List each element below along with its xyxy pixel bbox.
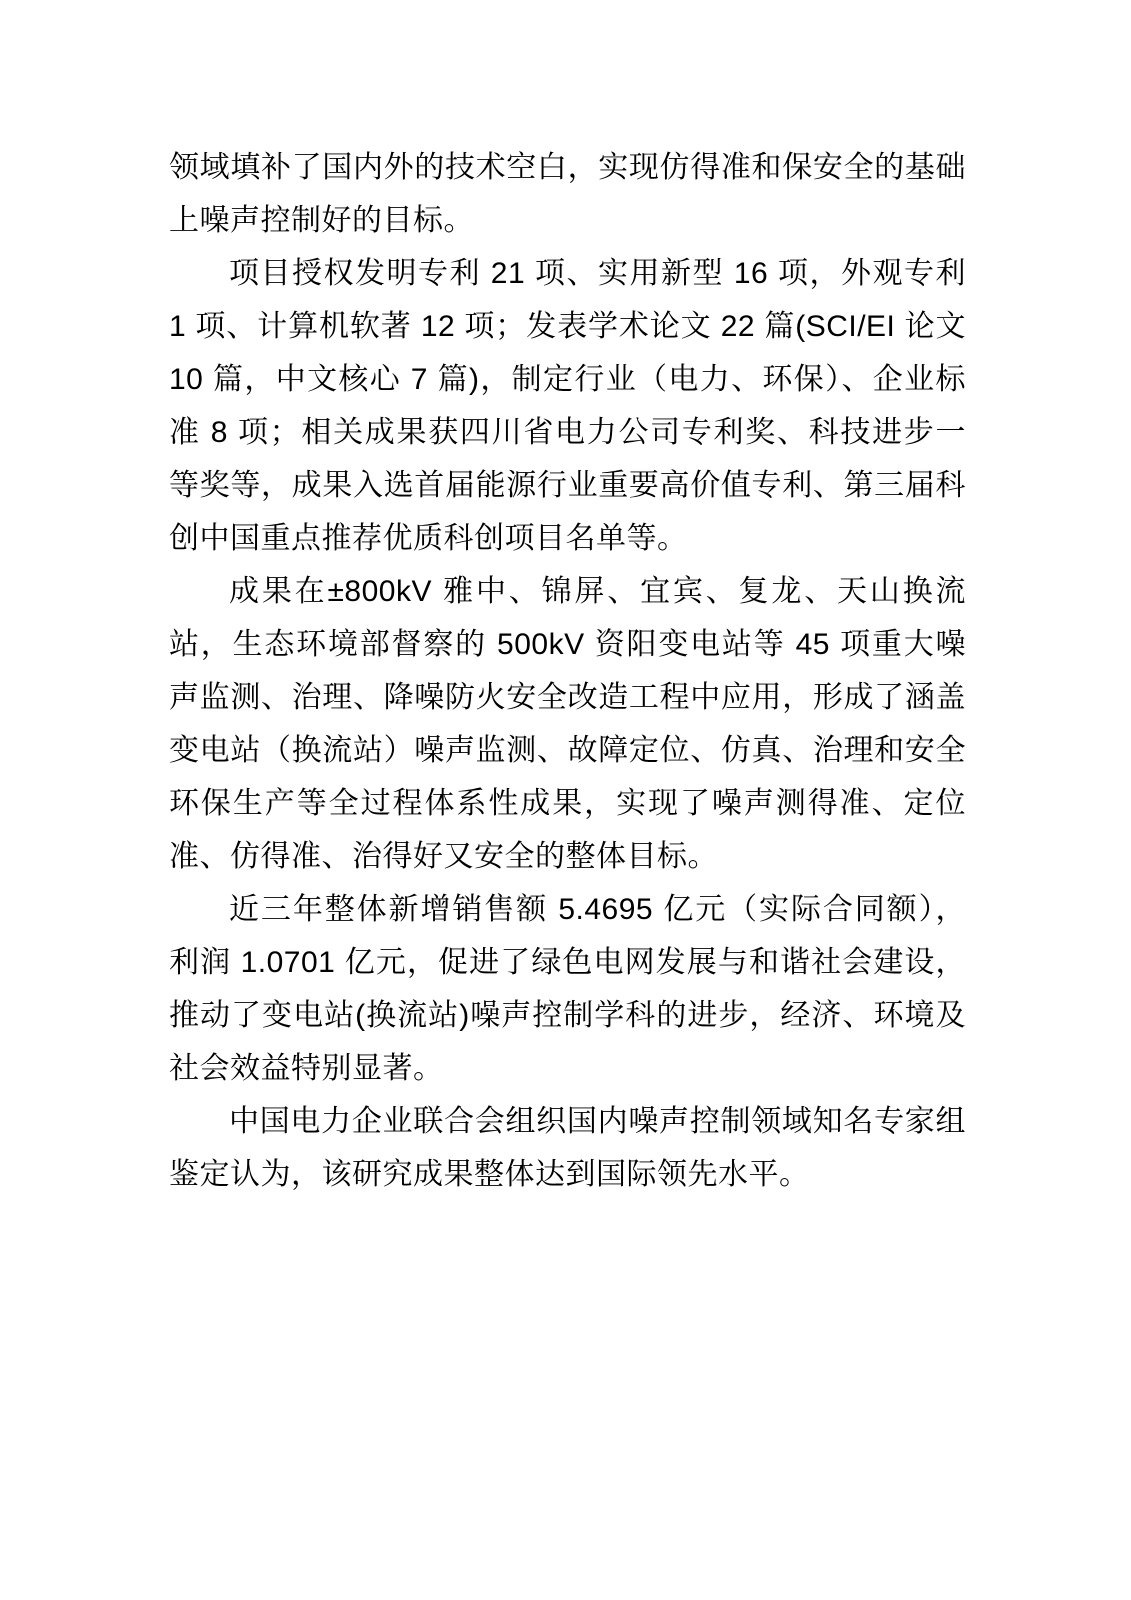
paragraph-goal-continuation: 领域填补了国内外的技术空白，实现仿得准和保安全的基础上噪声控制好的目标。 bbox=[169, 151, 966, 237]
paragraph-economic-benefits: 近三年整体新增销售额 5.4695 亿元（实际合同额），利润 1.0701 亿元，促进了绿色电网发展与和谐社会建设，推动了变电站(换流站)噪声控制学科的进步，经济、环境及社会效益特别显著。 bbox=[169, 893, 966, 1085]
paragraph-patents-awards: 项目授权发明专利 21 项、实用新型 16 项，外观专利 1 项、计算机软著 12 项；发表学术论文 22 篇(SCI/EI 论文 10 篇，中文核心 7 篇)，制定行业（电力、环保）、企业标准 8 项；相关成果获四川省电力公司专利奖、科技进步一等奖等，成果入选首届能源行业重要高价值专利、第三届科创中国重点推荐优质科创项目名单等。 bbox=[169, 257, 966, 555]
paragraph-applications-results: 成果在±800kV 雅中、锦屏、宜宾、复龙、天山换流站，生态环境部督察的 500kV 资阳变电站等 45 项重大噪声监测、治理、降噪防火安全改造工程中应用，形成了涵盖变电站（换流站）噪声监测、故障定位、仿真、治理和安全环保生产等全过程体系性成果，实现了噪声测得准、定位准、仿得准、治得好又安全的整体目标。 bbox=[169, 575, 966, 873]
paragraph-expert-appraisal: 中国电力企业联合会组织国内噪声控制领域知名专家组鉴定认为，该研究成果整体达到国际领先水平。 bbox=[169, 1105, 966, 1191]
document-body bbox=[169, 141, 966, 1201]
